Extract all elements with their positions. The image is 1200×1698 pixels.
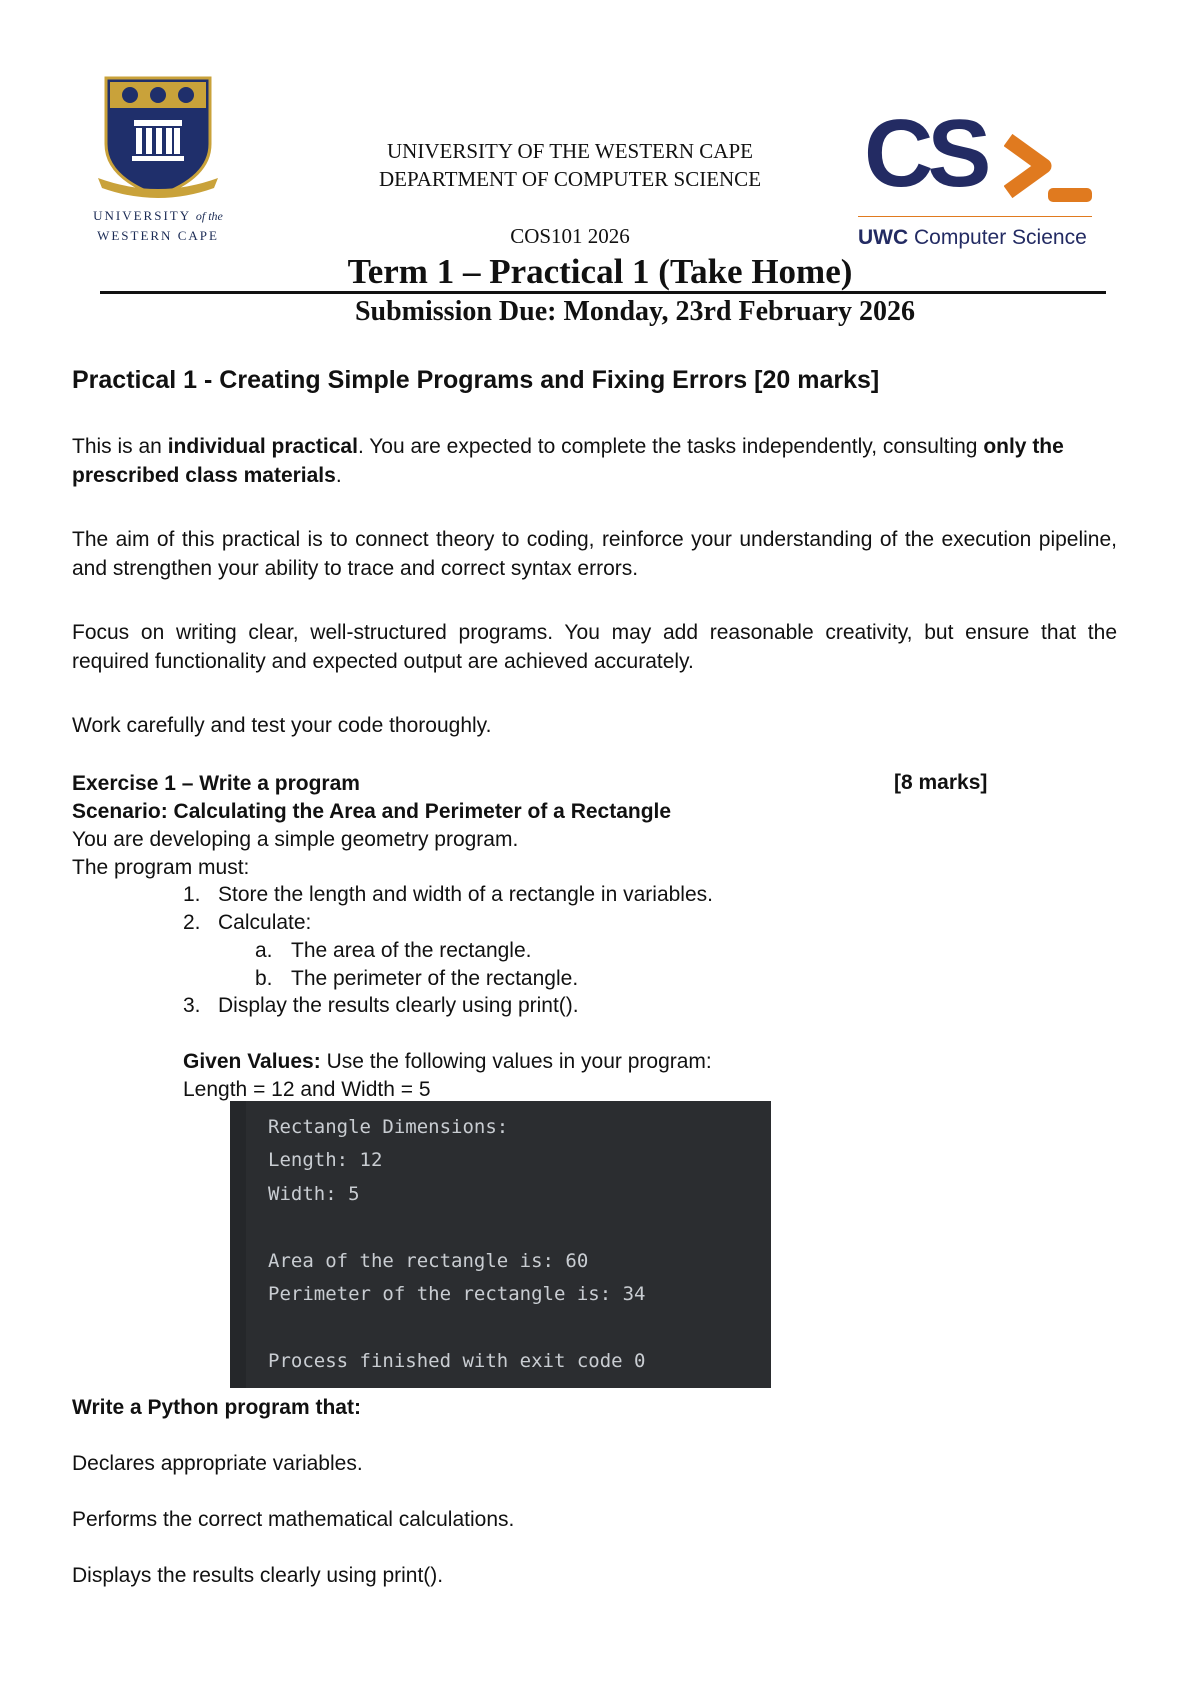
terminal-line: Width: 5 [268, 1182, 360, 1205]
intro-emphasis-individual: individual practical [167, 435, 358, 458]
practical-heading: Practical 1 - Creating Simple Programs and Fixing Errors [20 marks] [72, 366, 880, 394]
intro-paragraph-1 [72, 432, 1117, 490]
university-name: UNIVERSITY OF THE WESTERN CAPE [387, 139, 753, 163]
university-logo-name: UNIVERSITY [93, 208, 191, 223]
terminal-line [268, 1311, 646, 1344]
exercise-marks: [8 marks] [894, 771, 988, 794]
intro-text: . [335, 464, 342, 487]
substep-letter: b. [255, 967, 273, 990]
chevron-prompt-icon [1004, 134, 1094, 206]
cs-logo-subtitle: Computer Science [914, 226, 1087, 249]
cs-logo-uwc: UWC [858, 226, 909, 249]
substep-letter: a. [255, 939, 273, 962]
step-number: 1. [183, 883, 201, 906]
terminal-line: Rectangle Dimensions: [268, 1116, 509, 1138]
step-text: Store the length and width of a rectangle in variables. [218, 883, 713, 906]
requirement-item: Performs the correct mathematical calculations. [72, 1508, 515, 1531]
terminal-line: Perimeter of the rectangle is: 34 [268, 1283, 646, 1306]
cs-logo-divider [858, 216, 1092, 217]
terminal-lines [268, 1111, 646, 1378]
terminal-line [268, 1211, 646, 1244]
substep-text: The perimeter of the rectangle. [291, 967, 579, 990]
university-logo [88, 74, 228, 252]
intro-paragraph-3: Focus on writing clear, well-structured programs. You may add reasonable creativity, but ensure that the required functionality and expected output are achieved accurately. [72, 621, 1117, 673]
terminal-line: Process finished with exit code 0 [268, 1349, 646, 1372]
step-text: Calculate: [218, 911, 312, 934]
title-divider [100, 291, 1106, 294]
submission-due: Submission Due: Monday, 23rd February 2026 [354, 296, 916, 327]
terminal-gutter [230, 1101, 246, 1388]
intro-text: This is an [72, 435, 168, 458]
document-title: Term 1 – Practical 1 (Take Home) [347, 252, 853, 291]
cs-logo [858, 100, 1098, 264]
exercise-scenario: Scenario: Calculating the Area and Perimeter of a Rectangle [72, 800, 672, 823]
cs-logo-mark: CS [864, 100, 986, 207]
given-values: Length = 12 and Width = 5 [183, 1078, 431, 1101]
university-logo-of-the: of the [195, 209, 223, 223]
course-code: COS101 2026 [510, 224, 630, 248]
step-text: Display the results clearly using print(). [218, 994, 579, 1017]
requirement-item: Declares appropriate variables. [72, 1452, 363, 1475]
department-name: DEPARTMENT OF COMPUTER SCIENCE [378, 167, 762, 191]
given-values-label: Given Values: [183, 1050, 321, 1073]
terminal-line: Length: 12 [268, 1149, 383, 1172]
substep-text: The area of the rectangle. [291, 939, 532, 962]
given-values-text: Use the following values in your program: [320, 1050, 712, 1073]
exercise-title: Exercise 1 – Write a program [72, 772, 360, 795]
write-heading: Write a Python program that: [72, 1396, 361, 1419]
step-number: 2. [183, 911, 201, 934]
intro-emphasis-materials: only the prescribed class materials [72, 435, 1064, 487]
university-logo-cape: WESTERN CAPE [97, 228, 219, 243]
university-crest-icon [88, 74, 228, 204]
requirement-item: Displays the results clearly using print(). [72, 1564, 444, 1587]
step-number: 3. [183, 994, 201, 1017]
exercise-must: The program must: [72, 856, 250, 879]
intro-paragraph-4: Work carefully and test your code thoroughly. [72, 714, 492, 737]
terminal-output [230, 1101, 771, 1388]
terminal-line: Area of the rectangle is: 60 [268, 1249, 589, 1272]
exercise-description: You are developing a simple geometry program. [72, 828, 519, 851]
intro-paragraph-2: The aim of this practical is to connect theory to coding, reinforce your understanding of the execution pipeline, and strengthen your ability to trace and correct syntax errors. [72, 528, 1117, 580]
intro-text: . You are expected to complete the tasks independently, consulting [357, 435, 984, 458]
given-values-intro [183, 1048, 712, 1076]
